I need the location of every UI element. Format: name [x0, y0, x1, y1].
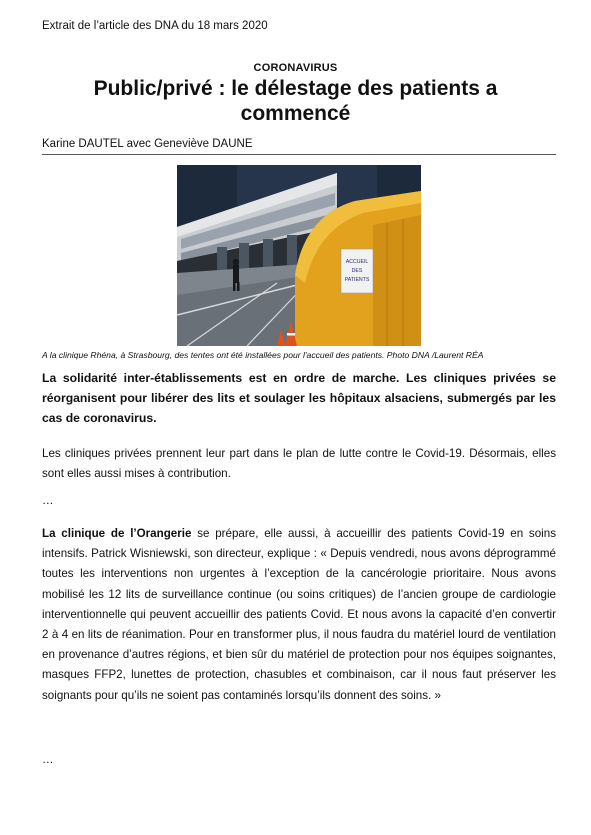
paragraph-2-body: se prépare, elle aussi, à accueillir des patients Covid-19 en soins intensifs. Patrick Wisniewski, son directeur, explique : « Depuis vendredi, nous avons déprogrammé toutes les interventions non urgentes à l’exception de la cancérologie prioritaire. Nous avons mobilisé les 12 lits de surveillance continue (ou soins critiques) de l’ancien groupe de cardiologie interventionnelle qui peuvent accueillir des patients Covid. Et nous avons la capacité d’en convertir 2 à 4 en lits de réanimation. Pour en transformer plus, il nous faudra du matériel lourd de ventilation en provenance d’autres régions, et bien sûr du matériel de protection pour nos équipes soignantes, masques FFP2, lunettes de protection, chasubles et combinaison, car il nous faut préserver les soignants pour qu’ils ne soient pas contaminés lorsqu’ils donnent des soins. » — [42, 527, 556, 702]
source-line: Extrait de l’article des DNA du 18 mars 2020 — [42, 20, 268, 32]
paragraph-2 — [42, 524, 556, 706]
sign-text-line2: DES — [351, 268, 363, 274]
article-kicker: CORONAVIRUS — [253, 62, 338, 74]
photo-illustration — [177, 165, 421, 346]
article-byline: Karine DAUTEL avec Geneviève DAUNE — [42, 138, 253, 150]
ellipsis-2: … — [42, 753, 54, 766]
article-photo — [177, 165, 421, 346]
article-headline: Public/privé : le délestage des patients a commencé — [93, 77, 498, 125]
photo-caption: A la clinique Rhéna, à Strasbourg, des tentes ont été installées pour l'accueil des patients. Photo DNA /Laurent RÉA — [42, 350, 484, 360]
ellipsis-1: … — [42, 494, 54, 507]
paragraph-1: Les cliniques privées prennent leur part dans le plan de lutte contre le Covid-19. Désormais, elles sont elles aussi mises à contribution. — [42, 447, 556, 481]
byline-divider — [42, 154, 556, 155]
article-lead: La solidarité inter-établissements est en ordre de marche. Les cliniques privées se réorganisent pour libérer des lits et soulager les hôpitaux alsaciens, submergés par les cas de coronavirus. — [42, 371, 556, 425]
paragraph-2-lead-in: La clinique de l’Orangerie — [42, 527, 192, 540]
sign-text-line3: PATIENTS — [344, 277, 370, 283]
sign-text-line1: ACCUEIL — [345, 259, 369, 265]
